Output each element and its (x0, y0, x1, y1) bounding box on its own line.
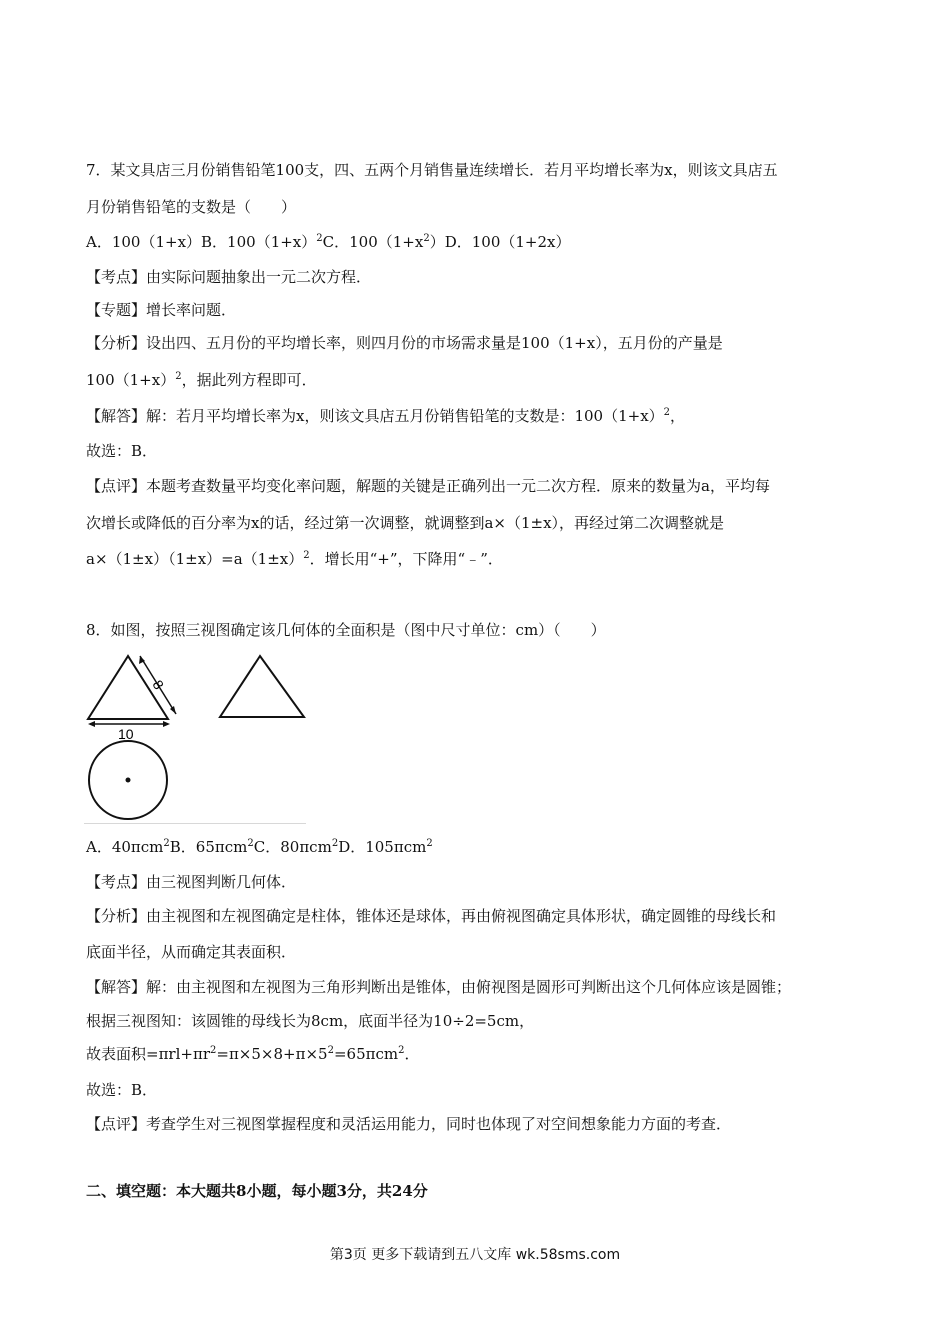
text-run: ． (404, 1045, 420, 1063)
q7-option-ab: A．100（1+x）B．100（1+x） (86, 233, 317, 251)
section-heading: 二、填空题：本大题共8小题，每小题3分，共24分 (86, 1182, 428, 1200)
q7-jieda (86, 406, 685, 426)
q7-dianping-line1: 【点评】本题考查数量平均变化率问题，解题的关键是正确列出一元二次方程．原来的数量为a，平均每 (86, 477, 770, 495)
superscript: 2 (398, 1045, 405, 1056)
text-run: ．增长用“+”，下降用“﹣”． (309, 550, 503, 568)
superscript: 2 (423, 233, 430, 244)
superscript: 2 (175, 371, 182, 382)
q7-dianping-line3 (86, 549, 503, 569)
center-dot (126, 778, 131, 783)
text-run: a×（1±x）（1±x）=a（1±x） (86, 550, 304, 568)
q8-fenxi-line1: 【分析】由主视图和左视图确定是柱体，锥体还是球体，再由俯视图确定具体形状，确定圆锥的母线长和 (86, 907, 777, 925)
text-run: =65πcm (333, 1045, 399, 1063)
q8-stem: 8．如图，按照三视图确定该几何体的全面积是（图中尺寸单位：cm）（ ） (86, 621, 606, 639)
arrowhead-icon (88, 721, 95, 727)
superscript: 2 (247, 838, 254, 849)
text-run: ，据此列方程即可． (181, 371, 317, 389)
q8-dianping: 【点评】考查学生对三视图掌握程度和灵活运用能力，同时也体现了对空间想象能力方面的考查． (86, 1115, 732, 1133)
q7-options (86, 232, 570, 252)
q7-fenxi-line1: 【分析】设出四、五月份的平均增长率，则四月份的市场需求量是100（1+x），五月份的产量是 (86, 334, 723, 352)
superscript: 2 (331, 838, 339, 849)
q8-options (86, 837, 433, 857)
q8-jieda-line3 (86, 1044, 419, 1064)
q7-stem-line2: 月份销售铅笔的支数是（ ） (86, 198, 297, 216)
superscript: 2 (327, 1045, 334, 1056)
superscript: 2 (316, 233, 323, 244)
q7-option-d: ）D．100（1+2x） (429, 233, 571, 251)
arrowhead-icon (163, 721, 170, 727)
text-run: 【解答】解：若月平均增长率为x，则该文具店五月份销售铅笔的支数是：100（1+x） (86, 407, 664, 425)
q8-fenxi-line2: 底面半径，从而确定其表面积． (86, 943, 297, 961)
q7-kaodian: 【考点】由实际问题抽象出一元二次方程． (86, 268, 372, 286)
q7-zhuanti: 【专题】增长率问题． (86, 301, 237, 319)
slant-label: 8 (149, 677, 168, 693)
text-run: ， (670, 407, 686, 425)
q8-option-d: D．105πcm (338, 838, 427, 856)
text-run: 故表面积=πrl+πr (86, 1045, 210, 1063)
q8-option-b: B．65πcm (169, 838, 248, 856)
three-view-figure (84, 648, 306, 824)
base-label: 10 (118, 726, 134, 742)
q7-option-c: C．100（1+x (322, 233, 424, 251)
q8-kaodian: 【考点】由三视图判断几何体． (86, 873, 297, 891)
superscript: 2 (303, 550, 310, 561)
q8-jieda-line1: 【解答】解：由主视图和左视图为三角形判断出是锥体，由俯视图是圆形可判断出这个几何体应该是圆锥； (86, 978, 792, 996)
superscript: 2 (426, 838, 433, 849)
page-footer: 第3页 更多下载请到五八文库 wk.58sms.com (329, 1247, 621, 1263)
superscript: 2 (663, 407, 671, 418)
side-view-triangle (220, 656, 304, 717)
q8-option-c: C．80πcm (253, 838, 332, 856)
q7-dianping-line2: 次增长或降低的百分率为x的话，经过第一次调整，就调整到a×（1±x），再经过第二次调整就是 (86, 514, 725, 532)
q8-option-a: A．40πcm (86, 838, 164, 856)
three-view-svg (84, 648, 306, 823)
q7-fenxi-line2 (86, 370, 317, 390)
q7-guxuan: 故选：B． (86, 442, 158, 460)
q8-jieda-line2: 根据三视图知：该圆锥的母线长为8cm，底面半径为10÷2=5cm， (86, 1012, 535, 1030)
text-run: =π×5×8+π×5 (216, 1045, 328, 1063)
q7-stem-line1: 7．某文具店三月份销售铅笔100支，四、五两个月销售量连续增长．若月平均增长率为x，则该文具店五 (86, 161, 778, 179)
q8-guxuan: 故选：B． (86, 1081, 158, 1099)
superscript: 2 (163, 838, 170, 849)
superscript: 2 (210, 1045, 217, 1056)
text-run: 100（1+x） (86, 371, 176, 389)
